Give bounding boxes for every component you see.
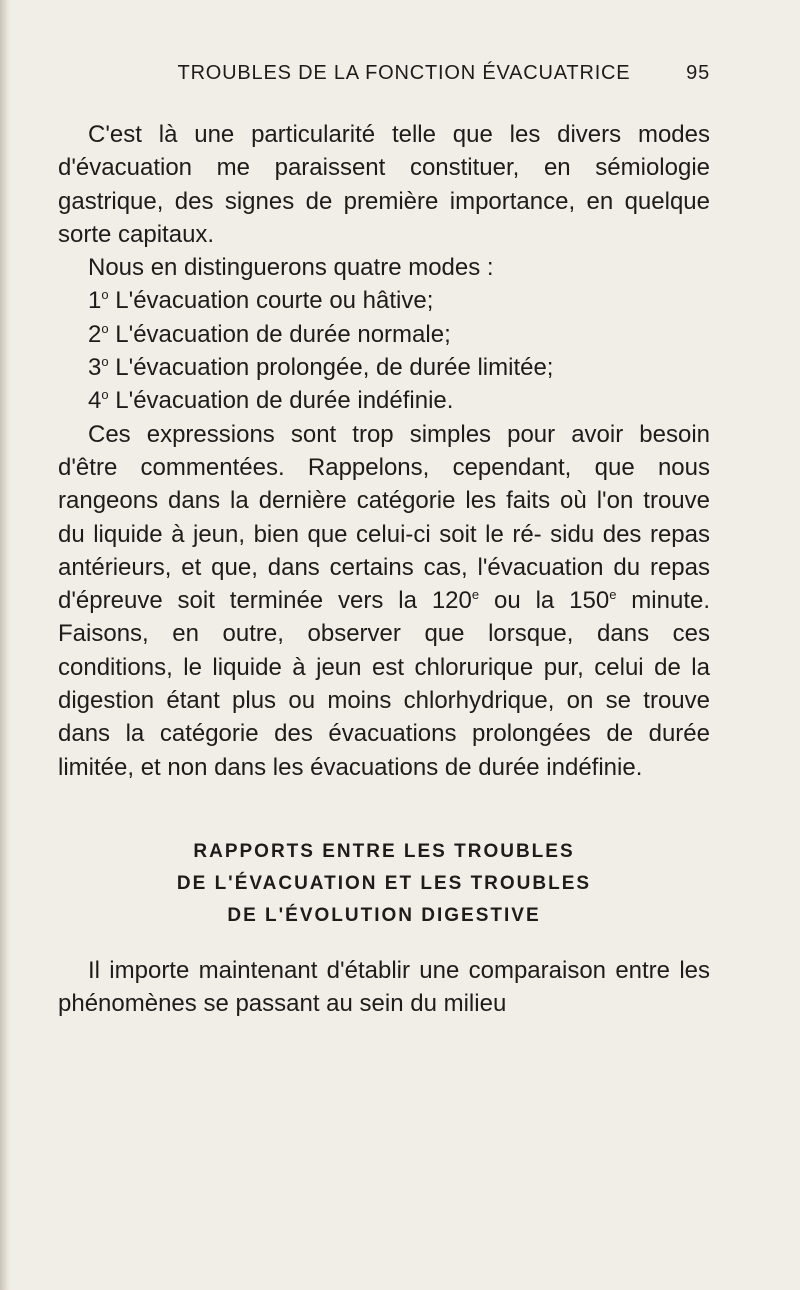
body-text — [58, 118, 710, 1021]
book-page — [58, 62, 710, 1021]
mode-item — [58, 384, 710, 417]
mode-ordinal: o — [101, 354, 109, 370]
mode-item — [58, 318, 710, 351]
section-heading — [58, 836, 710, 932]
superscript-e: e — [609, 587, 617, 603]
page-number: 95 — [686, 62, 710, 84]
mode-text: L'évacuation prolongée, de durée limitée; — [108, 354, 554, 382]
intro-paragraph: C'est là une particularité telle que les divers modes d'évacuation me paraissent constituer, en sémiologie gastrique, des signes de première importance, en quelque sorte capitaux. — [58, 121, 710, 248]
paragraph-expressions — [58, 418, 710, 784]
mode-text: L'évacuation courte ou hâtive; — [108, 287, 434, 315]
section-heading-line: DE L'ÉVOLUTION DIGESTIVE — [227, 904, 541, 926]
section-heading-line: RAPPORTS ENTRE LES TROUBLES — [193, 840, 575, 862]
paragraph-part: minute. Faisons, en outre, observer que lorsque, dans ces conditions, le liquide à jeun est chlorurique pur, celui de la digestion étant plus ou moins chlorhydrique, on se trouve dans la catégorie des évacuations prolongées de durée limitée, et non dans les évacuations de durée indéfinie. — [58, 587, 711, 781]
section-paragraph: Il importe maintenant d'établir une comparaison entre les phénomènes se passant au sein du milieu — [58, 956, 710, 1018]
mode-number: 3 — [88, 354, 102, 382]
mode-number: 1 — [88, 287, 102, 315]
paragraph-part: Ces expressions sont trop simples pour avoir besoin d'être commentées. Rappelons, cependant, que nous rangeons dans la dernière catégorie les faits où l'on trouve du liquide à jeun, bien que celui-ci soit le ré- sidu des repas antérieurs, et que, dans certains cas, l'évacuation du repas d'épreuve soit terminée vers la 120 — [58, 420, 710, 615]
running-head — [58, 62, 710, 92]
mode-item — [58, 351, 710, 384]
superscript-e: e — [471, 587, 480, 603]
mode-ordinal: o — [101, 320, 109, 336]
modes-intro: Nous en distinguerons quatre modes : — [88, 254, 494, 282]
mode-item — [58, 284, 710, 317]
mode-number: 4 — [88, 387, 102, 415]
mode-number: 2 — [88, 320, 102, 348]
section-heading-line: DE L'ÉVACUATION ET LES TROUBLES — [176, 872, 592, 894]
mode-text: L'évacuation de durée indéfinie. — [108, 387, 454, 415]
page-edge-shadow — [0, 0, 10, 1290]
mode-ordinal: o — [101, 287, 109, 303]
mode-text: L'évacuation de durée normale; — [108, 320, 451, 348]
running-head-title: TROUBLES DE LA FONCTION ÉVACUATRICE — [177, 62, 631, 84]
paragraph-part: ou la 150 — [479, 587, 610, 615]
mode-ordinal: o — [101, 387, 109, 403]
